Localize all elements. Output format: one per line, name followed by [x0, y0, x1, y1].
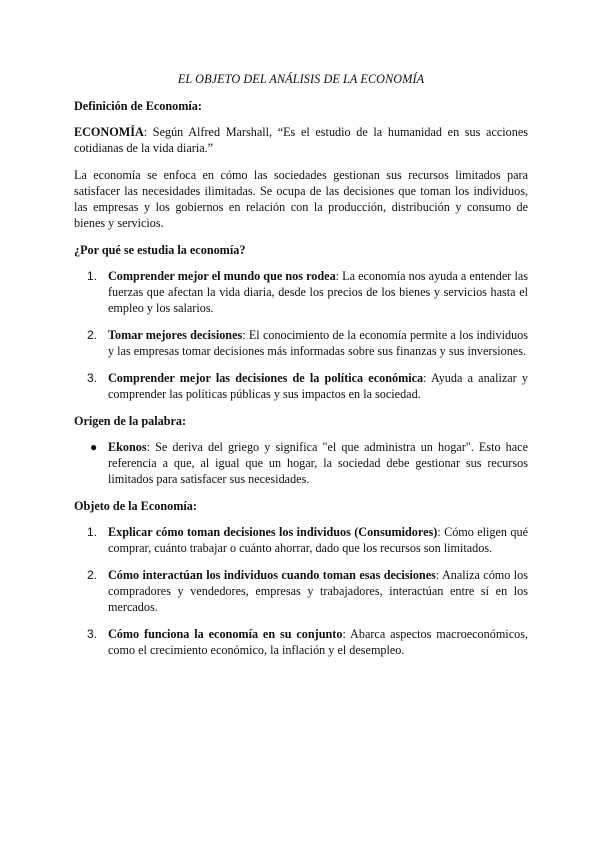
definition-term: ECONOMÍA — [74, 125, 144, 139]
list-item — [74, 439, 528, 487]
list-item-title: Ekonos — [108, 440, 147, 454]
list-item-text: : El conocimiento de la economía permite a los individuos y las empresas tomar decisiones más informadas sobre sus finanzas y sus inversiones. — [108, 328, 529, 358]
list-item-title: Explicar cómo toman decisiones los individuos (Consumidores) — [108, 525, 438, 539]
list-item-text: : La economía nos ayuda a entender las fuerzas que afectan la vida diaria, desde los precios de los bienes y servicios hasta el empleo y los salarios. — [108, 269, 528, 315]
definition-quote — [74, 124, 528, 156]
list-item-title: Tomar mejores decisiones — [108, 328, 243, 342]
list-item-text: : Se deriva del griego y significa "el que administra un hogar". Esto hace referencia a que, al igual que un hogar, la sociedad debe gestionar sus recursos limitados para satisfacer sus necesidades. — [108, 440, 528, 486]
list-number: 1. — [87, 269, 98, 283]
list-item-title: Comprender mejor el mundo que nos rodea — [108, 269, 336, 283]
list-number: 3. — [87, 627, 98, 641]
list-item-title: Comprender mejor las decisiones de la política económica — [108, 371, 424, 385]
definition-quote-text: : Según Alfred Marshall, “Es el estudio de la humanidad en sus acciones cotidianas de la vida diaria.” — [74, 125, 528, 155]
page-title: EL OBJETO DEL ANÁLISIS DE LA ECONOMÍA — [177, 72, 425, 86]
list-item — [74, 524, 528, 556]
list-item-text: : Ayuda a analizar y comprender las políticas públicas y sus impactos en la sociedad. — [108, 371, 528, 401]
list-number: 1. — [87, 525, 98, 539]
list-item-title: Cómo interactúan los individuos cuando toman esas decisiones — [108, 568, 436, 582]
object-list — [74, 524, 528, 658]
origin-heading: Origen de la palabra: — [74, 414, 187, 428]
definition-heading: Definición de Economía: — [74, 99, 202, 113]
list-item — [74, 268, 528, 316]
list-item-text: : Cómo eligen qué comprar, cuánto trabajar o cuánto ahorrar, dado que los recursos son limitados. — [108, 525, 528, 555]
list-number: 2. — [87, 568, 98, 582]
list-item — [74, 567, 528, 615]
list-item-text: : Abarca aspectos macroeconómicos, como el crecimiento económico, la inflación y el desempleo. — [108, 627, 528, 657]
list-item-title: Cómo funciona la economía en su conjunto — [108, 627, 343, 641]
why-study-heading: ¿Por qué se estudia la economía? — [74, 243, 246, 257]
list-item — [74, 370, 528, 402]
list-number: 3. — [87, 371, 98, 385]
definition-paragraph: La economía se enfoca en cómo las sociedades gestionan sus recursos limitados para satisfacer las necesidades ilimitadas. Se ocupa de las decisiones que toman los individuos, las empresas y los gobiernos en relación con la producción, distribución y consumo de bienes y servicios. — [74, 168, 528, 230]
list-number: 2. — [87, 328, 98, 342]
why-study-list — [74, 268, 528, 402]
document-body — [74, 71, 528, 669]
object-heading: Objeto de la Economía: — [74, 499, 197, 513]
origin-list — [74, 439, 528, 487]
list-item — [74, 327, 528, 359]
bullet-icon: ● — [90, 440, 98, 454]
list-item — [74, 626, 528, 658]
list-item-text: : Analiza cómo los compradores y vendedores, empresas y trabajadores, interactúan entre sí en los mercados. — [108, 568, 528, 614]
